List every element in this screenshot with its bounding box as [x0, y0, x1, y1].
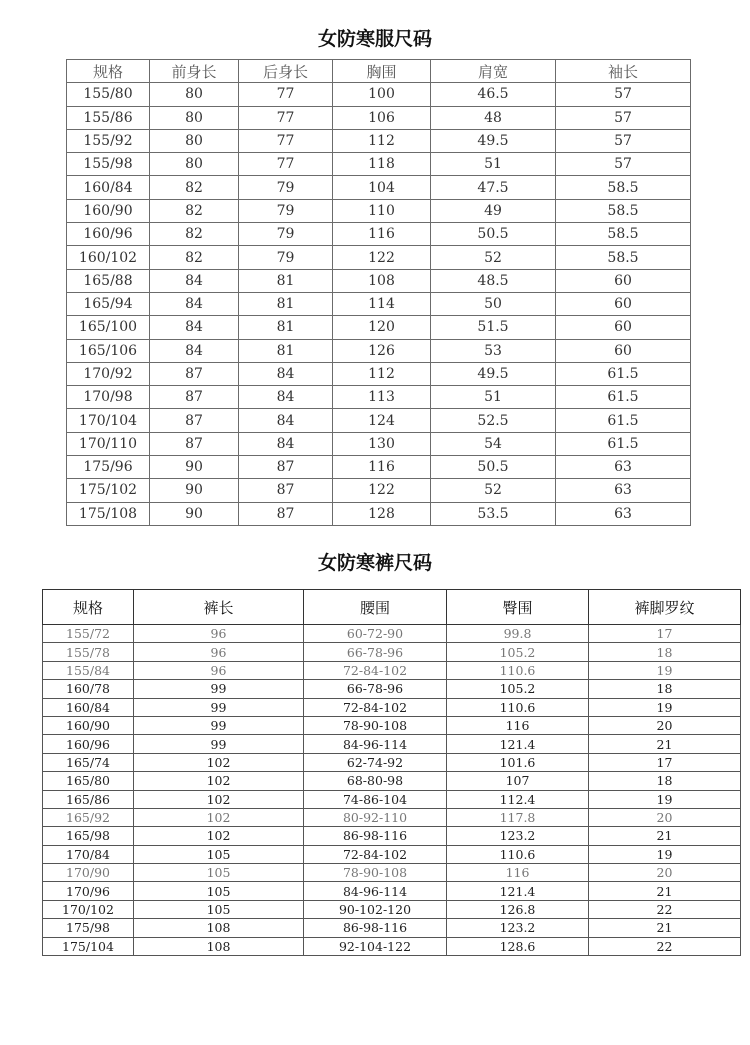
coat-cell-back-length: 87	[239, 479, 333, 502]
pants-cell-hip: 105.2	[447, 643, 589, 661]
coat-table-row	[67, 292, 691, 315]
pants-cell-length: 108	[134, 919, 304, 937]
coat-cell-sleeve: 58.5	[556, 176, 691, 199]
pants-cell-waist: 86-98-116	[304, 827, 447, 845]
coat-header-back-length: 后身长	[239, 60, 333, 83]
pants-header-length: 裤长	[134, 590, 304, 625]
coat-table-row	[67, 339, 691, 362]
pants-cell-cuff-rib: 21	[589, 882, 741, 900]
pants-table-row	[43, 625, 741, 643]
coat-cell-front-length: 80	[150, 129, 239, 152]
coat-cell-chest: 106	[333, 106, 431, 129]
coat-cell-chest: 116	[333, 223, 431, 246]
coat-cell-shoulder: 51	[431, 153, 556, 176]
pants-cell-size: 160/84	[43, 698, 134, 716]
coat-cell-size: 155/92	[67, 129, 150, 152]
pants-cell-length: 102	[134, 753, 304, 771]
coat-cell-back-length: 79	[239, 176, 333, 199]
coat-cell-back-length: 84	[239, 386, 333, 409]
pants-cell-cuff-rib: 19	[589, 845, 741, 863]
coat-cell-size: 155/98	[67, 153, 150, 176]
pants-cell-cuff-rib: 20	[589, 808, 741, 826]
pants-cell-hip: 110.6	[447, 661, 589, 679]
coat-table-row	[67, 176, 691, 199]
pants-cell-hip: 121.4	[447, 882, 589, 900]
coat-cell-front-length: 87	[150, 386, 239, 409]
coat-cell-chest: 112	[333, 129, 431, 152]
coat-table-row	[67, 502, 691, 525]
coat-cell-shoulder: 51	[431, 386, 556, 409]
coat-cell-chest: 114	[333, 292, 431, 315]
coat-cell-back-length: 84	[239, 362, 333, 385]
coat-cell-front-length: 90	[150, 479, 239, 502]
pants-cell-hip: 128.6	[447, 937, 589, 955]
pants-cell-cuff-rib: 21	[589, 827, 741, 845]
pants-cell-cuff-rib: 17	[589, 625, 741, 643]
pants-cell-length: 99	[134, 735, 304, 753]
pants-cell-size: 165/86	[43, 790, 134, 808]
pants-cell-length: 102	[134, 808, 304, 826]
pants-cell-hip: 101.6	[447, 753, 589, 771]
pants-cell-hip: 105.2	[447, 680, 589, 698]
pants-cell-length: 99	[134, 698, 304, 716]
coat-cell-sleeve: 61.5	[556, 386, 691, 409]
pants-cell-waist: 72-84-102	[304, 698, 447, 716]
pants-table-row	[43, 808, 741, 826]
coat-table-row	[67, 106, 691, 129]
pants-cell-waist: 84-96-114	[304, 735, 447, 753]
pants-header-size: 规格	[43, 590, 134, 625]
coat-cell-shoulder: 50	[431, 292, 556, 315]
pants-cell-size: 170/102	[43, 900, 134, 918]
coat-cell-chest: 124	[333, 409, 431, 432]
coat-cell-size: 170/110	[67, 432, 150, 455]
pants-cell-hip: 107	[447, 772, 589, 790]
coat-cell-size: 170/92	[67, 362, 150, 385]
pants-size-rows	[43, 625, 741, 956]
coat-cell-back-length: 81	[239, 339, 333, 362]
pants-cell-hip: 121.4	[447, 735, 589, 753]
coat-header-row	[67, 60, 691, 83]
coat-cell-size: 165/94	[67, 292, 150, 315]
coat-cell-size: 170/104	[67, 409, 150, 432]
coat-cell-back-length: 84	[239, 409, 333, 432]
coat-cell-back-length: 84	[239, 432, 333, 455]
coat-cell-size: 175/102	[67, 479, 150, 502]
coat-table-row	[67, 269, 691, 292]
coat-cell-shoulder: 53	[431, 339, 556, 362]
coat-table-row	[67, 456, 691, 479]
pants-cell-size: 165/74	[43, 753, 134, 771]
coat-cell-chest: 116	[333, 456, 431, 479]
pants-cell-hip: 110.6	[447, 845, 589, 863]
coat-header-sleeve: 袖长	[556, 60, 691, 83]
coat-cell-back-length: 77	[239, 129, 333, 152]
pants-cell-cuff-rib: 20	[589, 716, 741, 734]
pants-cell-cuff-rib: 21	[589, 919, 741, 937]
coat-cell-back-length: 81	[239, 269, 333, 292]
coat-table-row	[67, 409, 691, 432]
pants-cell-hip: 116	[447, 864, 589, 882]
pants-cell-length: 102	[134, 790, 304, 808]
coat-cell-shoulder: 52	[431, 479, 556, 502]
pants-cell-hip: 117.8	[447, 808, 589, 826]
coat-cell-chest: 118	[333, 153, 431, 176]
pants-cell-cuff-rib: 19	[589, 790, 741, 808]
coat-header-chest: 胸围	[333, 60, 431, 83]
coat-cell-front-length: 84	[150, 316, 239, 339]
coat-header-shoulder: 肩宽	[431, 60, 556, 83]
pants-cell-size: 160/90	[43, 716, 134, 734]
coat-header-front-length: 前身长	[150, 60, 239, 83]
coat-table-row	[67, 129, 691, 152]
pants-cell-size: 160/78	[43, 680, 134, 698]
coat-cell-front-length: 84	[150, 292, 239, 315]
coat-cell-chest: 104	[333, 176, 431, 199]
coat-cell-sleeve: 63	[556, 456, 691, 479]
coat-cell-chest: 112	[333, 362, 431, 385]
coat-size-rows	[67, 83, 691, 526]
coat-cell-sleeve: 57	[556, 106, 691, 129]
coat-cell-shoulder: 50.5	[431, 223, 556, 246]
coat-cell-sleeve: 60	[556, 292, 691, 315]
coat-cell-sleeve: 61.5	[556, 432, 691, 455]
coat-cell-size: 155/86	[67, 106, 150, 129]
coat-cell-sleeve: 57	[556, 129, 691, 152]
coat-cell-sleeve: 63	[556, 502, 691, 525]
pants-table-row	[43, 937, 741, 955]
coat-size-title: 女防寒服尺码	[317, 28, 432, 50]
pants-cell-length: 99	[134, 716, 304, 734]
coat-cell-shoulder: 49.5	[431, 129, 556, 152]
coat-table-row	[67, 386, 691, 409]
coat-cell-shoulder: 49.5	[431, 362, 556, 385]
pants-table-row	[43, 864, 741, 882]
coat-table-row	[67, 246, 691, 269]
coat-header-size: 规格	[67, 60, 150, 83]
coat-cell-shoulder: 51.5	[431, 316, 556, 339]
coat-cell-back-length: 77	[239, 106, 333, 129]
coat-cell-sleeve: 60	[556, 269, 691, 292]
pants-cell-hip: 110.6	[447, 698, 589, 716]
coat-cell-shoulder: 48	[431, 106, 556, 129]
coat-cell-chest: 122	[333, 479, 431, 502]
pants-cell-waist: 62-74-92	[304, 753, 447, 771]
coat-cell-size: 175/108	[67, 502, 150, 525]
pants-header-cuff-rib: 裤脚罗纹	[589, 590, 741, 625]
pants-cell-cuff-rib: 21	[589, 735, 741, 753]
coat-cell-back-length: 77	[239, 153, 333, 176]
pants-table-row	[43, 882, 741, 900]
coat-table-row	[67, 223, 691, 246]
coat-cell-back-length: 79	[239, 246, 333, 269]
pants-cell-length: 108	[134, 937, 304, 955]
pants-cell-cuff-rib: 22	[589, 937, 741, 955]
pants-table-row	[43, 772, 741, 790]
coat-cell-shoulder: 52.5	[431, 409, 556, 432]
pants-cell-waist: 92-104-122	[304, 937, 447, 955]
pants-table-row	[43, 680, 741, 698]
coat-cell-front-length: 84	[150, 269, 239, 292]
pants-cell-length: 105	[134, 900, 304, 918]
pants-header-waist: 腰围	[304, 590, 447, 625]
pants-cell-size: 165/98	[43, 827, 134, 845]
pants-cell-cuff-rib: 18	[589, 680, 741, 698]
pants-table-row	[43, 643, 741, 661]
coat-cell-chest: 108	[333, 269, 431, 292]
pants-cell-waist: 74-86-104	[304, 790, 447, 808]
pants-table-row	[43, 661, 741, 679]
coat-cell-back-length: 87	[239, 456, 333, 479]
coat-cell-size: 160/102	[67, 246, 150, 269]
coat-cell-size: 160/96	[67, 223, 150, 246]
pants-cell-cuff-rib: 22	[589, 900, 741, 918]
pants-cell-size: 160/96	[43, 735, 134, 753]
coat-cell-front-length: 82	[150, 223, 239, 246]
coat-cell-size: 155/80	[67, 83, 150, 106]
coat-cell-back-length: 77	[239, 83, 333, 106]
pants-table-row	[43, 716, 741, 734]
coat-cell-back-length: 81	[239, 316, 333, 339]
pants-cell-cuff-rib: 18	[589, 643, 741, 661]
coat-cell-front-length: 82	[150, 246, 239, 269]
pants-cell-length: 105	[134, 882, 304, 900]
pants-cell-waist: 60-72-90	[304, 625, 447, 643]
pants-cell-cuff-rib: 19	[589, 661, 741, 679]
pants-table-row	[43, 790, 741, 808]
coat-cell-sleeve: 63	[556, 479, 691, 502]
pants-cell-waist: 66-78-96	[304, 680, 447, 698]
coat-table-row	[67, 479, 691, 502]
coat-cell-sleeve: 58.5	[556, 223, 691, 246]
coat-cell-shoulder: 49	[431, 199, 556, 222]
coat-cell-size: 165/100	[67, 316, 150, 339]
pants-cell-cuff-rib: 17	[589, 753, 741, 771]
coat-cell-front-length: 90	[150, 456, 239, 479]
coat-cell-front-length: 82	[150, 176, 239, 199]
pants-cell-waist: 84-96-114	[304, 882, 447, 900]
pants-cell-waist: 80-92-110	[304, 808, 447, 826]
coat-cell-chest: 130	[333, 432, 431, 455]
pants-cell-length: 102	[134, 772, 304, 790]
coat-table-row	[67, 432, 691, 455]
pants-cell-waist: 72-84-102	[304, 845, 447, 863]
coat-cell-sleeve: 60	[556, 316, 691, 339]
pants-cell-length: 96	[134, 625, 304, 643]
coat-cell-chest: 110	[333, 199, 431, 222]
coat-cell-front-length: 80	[150, 153, 239, 176]
coat-cell-sleeve: 61.5	[556, 409, 691, 432]
coat-cell-back-length: 79	[239, 199, 333, 222]
coat-cell-shoulder: 54	[431, 432, 556, 455]
coat-cell-chest: 122	[333, 246, 431, 269]
pants-cell-waist: 78-90-108	[304, 716, 447, 734]
coat-cell-sleeve: 58.5	[556, 199, 691, 222]
coat-cell-front-length: 80	[150, 83, 239, 106]
coat-cell-chest: 128	[333, 502, 431, 525]
pants-table-row	[43, 827, 741, 845]
coat-cell-front-length: 84	[150, 339, 239, 362]
coat-cell-size: 160/90	[67, 199, 150, 222]
pants-cell-length: 96	[134, 661, 304, 679]
pants-cell-size: 170/84	[43, 845, 134, 863]
coat-cell-back-length: 79	[239, 223, 333, 246]
coat-cell-size: 165/88	[67, 269, 150, 292]
pants-table-row	[43, 735, 741, 753]
pants-cell-hip: 126.8	[447, 900, 589, 918]
pants-table-row	[43, 900, 741, 918]
coat-cell-shoulder: 48.5	[431, 269, 556, 292]
coat-cell-shoulder: 46.5	[431, 83, 556, 106]
pants-cell-waist: 68-80-98	[304, 772, 447, 790]
pants-cell-waist: 90-102-120	[304, 900, 447, 918]
pants-header-row	[43, 590, 741, 625]
pants-cell-cuff-rib: 18	[589, 772, 741, 790]
pants-cell-hip: 116	[447, 716, 589, 734]
coat-table-row	[67, 199, 691, 222]
pants-cell-size: 155/72	[43, 625, 134, 643]
pants-cell-hip: 112.4	[447, 790, 589, 808]
pants-cell-size: 170/90	[43, 864, 134, 882]
coat-cell-chest: 100	[333, 83, 431, 106]
pants-cell-waist: 78-90-108	[304, 864, 447, 882]
coat-table-row	[67, 153, 691, 176]
pants-cell-size: 155/78	[43, 643, 134, 661]
coat-cell-shoulder: 47.5	[431, 176, 556, 199]
pants-cell-size: 155/84	[43, 661, 134, 679]
coat-cell-size: 165/106	[67, 339, 150, 362]
pants-cell-hip: 123.2	[447, 919, 589, 937]
coat-cell-back-length: 81	[239, 292, 333, 315]
coat-cell-chest: 113	[333, 386, 431, 409]
coat-cell-size: 175/96	[67, 456, 150, 479]
coat-cell-size: 160/84	[67, 176, 150, 199]
coat-cell-chest: 126	[333, 339, 431, 362]
coat-cell-front-length: 87	[150, 362, 239, 385]
pants-cell-size: 175/98	[43, 919, 134, 937]
pants-size-table	[42, 589, 741, 956]
pants-cell-length: 105	[134, 845, 304, 863]
pants-cell-length: 105	[134, 864, 304, 882]
coat-cell-sleeve: 57	[556, 153, 691, 176]
pants-cell-waist: 66-78-96	[304, 643, 447, 661]
coat-cell-sleeve: 57	[556, 83, 691, 106]
pants-table-row	[43, 919, 741, 937]
pants-table-row	[43, 753, 741, 771]
pants-cell-length: 99	[134, 680, 304, 698]
coat-cell-front-length: 87	[150, 432, 239, 455]
coat-cell-sleeve: 61.5	[556, 362, 691, 385]
coat-table-row	[67, 316, 691, 339]
pants-table-row	[43, 845, 741, 863]
coat-table-row	[67, 83, 691, 106]
coat-cell-front-length: 90	[150, 502, 239, 525]
coat-cell-sleeve: 58.5	[556, 246, 691, 269]
coat-cell-shoulder: 53.5	[431, 502, 556, 525]
coat-cell-size: 170/98	[67, 386, 150, 409]
coat-cell-front-length: 82	[150, 199, 239, 222]
pants-cell-length: 102	[134, 827, 304, 845]
pants-cell-waist: 72-84-102	[304, 661, 447, 679]
pants-cell-cuff-rib: 20	[589, 864, 741, 882]
pants-cell-size: 165/80	[43, 772, 134, 790]
coat-cell-back-length: 87	[239, 502, 333, 525]
coat-size-table	[66, 59, 691, 526]
pants-table-row	[43, 698, 741, 716]
pants-cell-hip: 99.8	[447, 625, 589, 643]
coat-cell-chest: 120	[333, 316, 431, 339]
coat-cell-sleeve: 60	[556, 339, 691, 362]
coat-cell-shoulder: 52	[431, 246, 556, 269]
pants-cell-waist: 86-98-116	[304, 919, 447, 937]
pants-cell-size: 175/104	[43, 937, 134, 955]
pants-cell-hip: 123.2	[447, 827, 589, 845]
pants-cell-cuff-rib: 19	[589, 698, 741, 716]
pants-header-hip: 臀围	[447, 590, 589, 625]
coat-cell-front-length: 87	[150, 409, 239, 432]
coat-cell-front-length: 80	[150, 106, 239, 129]
pants-cell-length: 96	[134, 643, 304, 661]
pants-cell-size: 170/96	[43, 882, 134, 900]
pants-size-title: 女防寒裤尺码	[317, 552, 432, 574]
coat-cell-shoulder: 50.5	[431, 456, 556, 479]
pants-cell-size: 165/92	[43, 808, 134, 826]
coat-table-row	[67, 362, 691, 385]
